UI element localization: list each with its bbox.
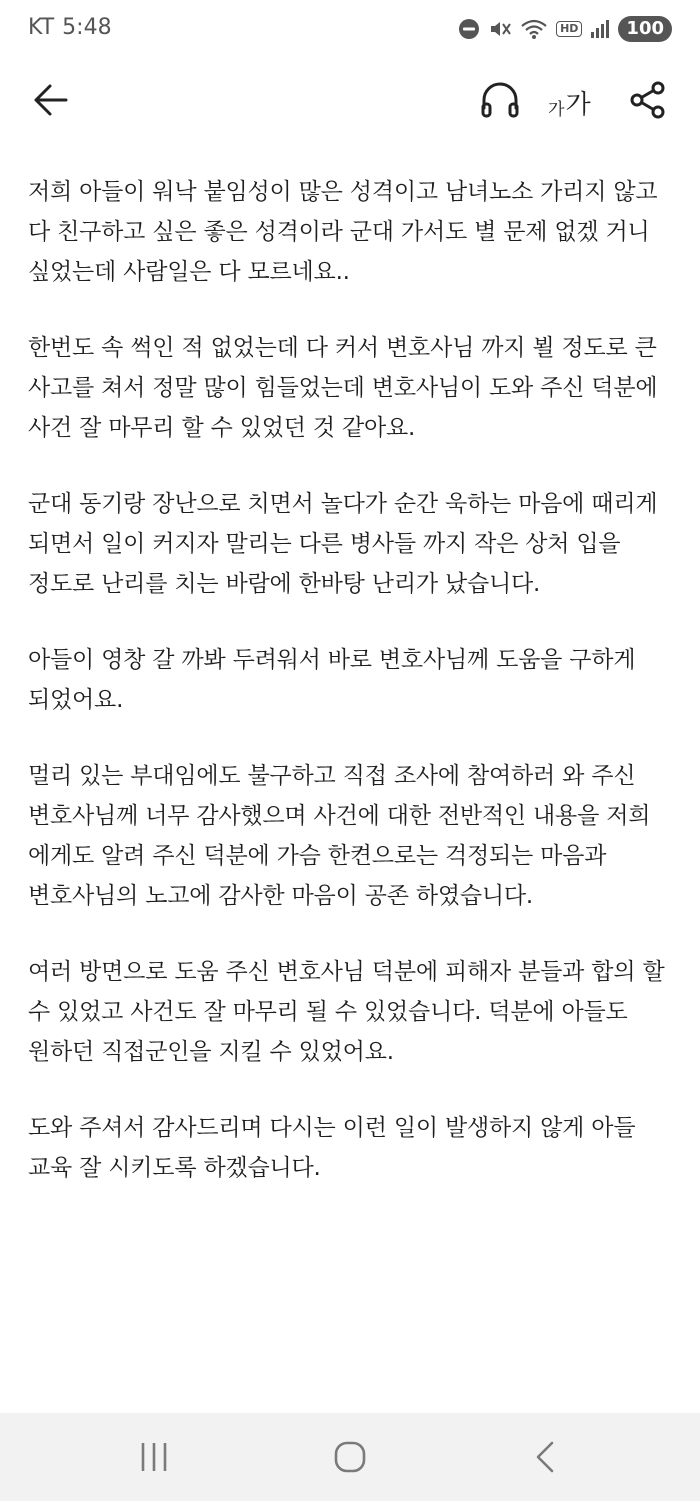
headphones-icon <box>478 78 522 122</box>
paragraph-line: 사건 잘 마무리 할 수 있었던 것 같아요. <box>28 415 416 441</box>
font-size-large-label: 가 <box>565 90 591 120</box>
article-paragraph <box>28 484 678 604</box>
nav-recents-button[interactable] <box>132 1439 176 1475</box>
paragraph-line: 에게도 알려 주신 덕분에 가슴 한켠으로는 걱정되는 마음과 <box>28 843 607 869</box>
share-icon <box>626 78 670 122</box>
nav-home-button[interactable] <box>328 1439 372 1475</box>
paragraph-line: 수 있었고 사건도 잘 마무리 될 수 있었습니다. 덕분에 아들도 <box>28 999 628 1025</box>
status-bar <box>0 0 700 60</box>
article-paragraph <box>28 952 678 1072</box>
article-paragraph <box>28 640 678 720</box>
paragraph-line: 여러 방면으로 도움 주신 변호사님 덕분에 피해자 분들과 합의 할 <box>28 959 665 985</box>
do-not-disturb-icon <box>458 18 480 40</box>
paragraph-line: 교육 잘 시키도록 하겠습니다. <box>28 1155 321 1181</box>
article-paragraph <box>28 756 678 916</box>
listen-button[interactable] <box>478 78 522 122</box>
toolbar <box>0 60 700 140</box>
font-size-button[interactable] <box>548 80 591 120</box>
recents-icon <box>132 1439 176 1475</box>
navigation-bar <box>0 1413 700 1501</box>
paragraph-line: 변호사님의 노고에 감사한 마음이 공존 하였습니다. <box>28 883 534 909</box>
clock: 5:48 <box>62 15 112 40</box>
carrier-label: KT <box>28 15 55 40</box>
paragraph-line: 싶었는데 사람일은 다 모르네요.. <box>28 259 350 285</box>
article-paragraph <box>28 1108 678 1188</box>
paragraph-line: 군대 동기랑 장난으로 치면서 놀다가 순간 욱하는 마음에 때리게 <box>28 491 658 517</box>
share-button[interactable] <box>626 78 670 122</box>
hd-badge: HD <box>556 21 582 37</box>
paragraph-line: 저희 아들이 워낙 붙임성이 많은 성격이고 남녀노소 가리지 않고 <box>28 179 658 205</box>
paragraph-line: 되었어요. <box>28 687 124 713</box>
paragraph-line: 다 친구하고 싶은 좋은 성격이라 군대 가서도 별 문제 없겠 거니 <box>28 219 650 245</box>
home-icon <box>328 1439 372 1475</box>
wifi-icon <box>520 18 548 40</box>
paragraph-line: 되면서 일이 커지자 말리는 다른 병사들 까지 작은 상처 입을 <box>28 531 621 557</box>
article-paragraph <box>28 172 678 292</box>
mute-icon <box>488 18 512 40</box>
battery-indicator: 100 <box>618 16 672 42</box>
nav-back-button[interactable] <box>524 1439 568 1475</box>
status-icons <box>458 16 672 42</box>
paragraph-line: 원하던 직접군인을 지킬 수 있었어요. <box>28 1039 394 1065</box>
back-button[interactable] <box>28 80 74 120</box>
paragraph-line: 사고를 쳐서 정말 많이 힘들었는데 변호사님이 도와 주신 덕분에 <box>28 375 658 401</box>
font-size-small-label: 가 <box>548 100 565 120</box>
paragraph-line: 멀리 있는 부대임에도 불구하고 직접 조사에 참여하러 와 주신 <box>28 763 636 789</box>
paragraph-line: 도와 주셔서 감사드리며 다시는 이런 일이 발생하지 않게 아들 <box>28 1115 636 1141</box>
paragraph-line: 변호사님께 너무 감사했으며 사건에 대한 전반적인 내용을 저희 <box>28 803 651 829</box>
article-paragraph <box>28 328 678 448</box>
paragraph-line: 정도로 난리를 치는 바람에 한바탕 난리가 났습니다. <box>28 571 541 597</box>
chevron-left-icon <box>524 1439 568 1475</box>
signal-icon <box>590 19 610 39</box>
paragraph-line: 아들이 영창 갈 까봐 두려워서 바로 변호사님께 도움을 구하게 <box>28 647 636 673</box>
article-body <box>28 172 678 1224</box>
paragraph-line: 한번도 속 썩인 적 없었는데 다 커서 변호사님 까지 뵐 정도로 큰 <box>28 335 657 361</box>
arrow-left-icon <box>28 80 74 120</box>
status-left <box>28 15 112 40</box>
